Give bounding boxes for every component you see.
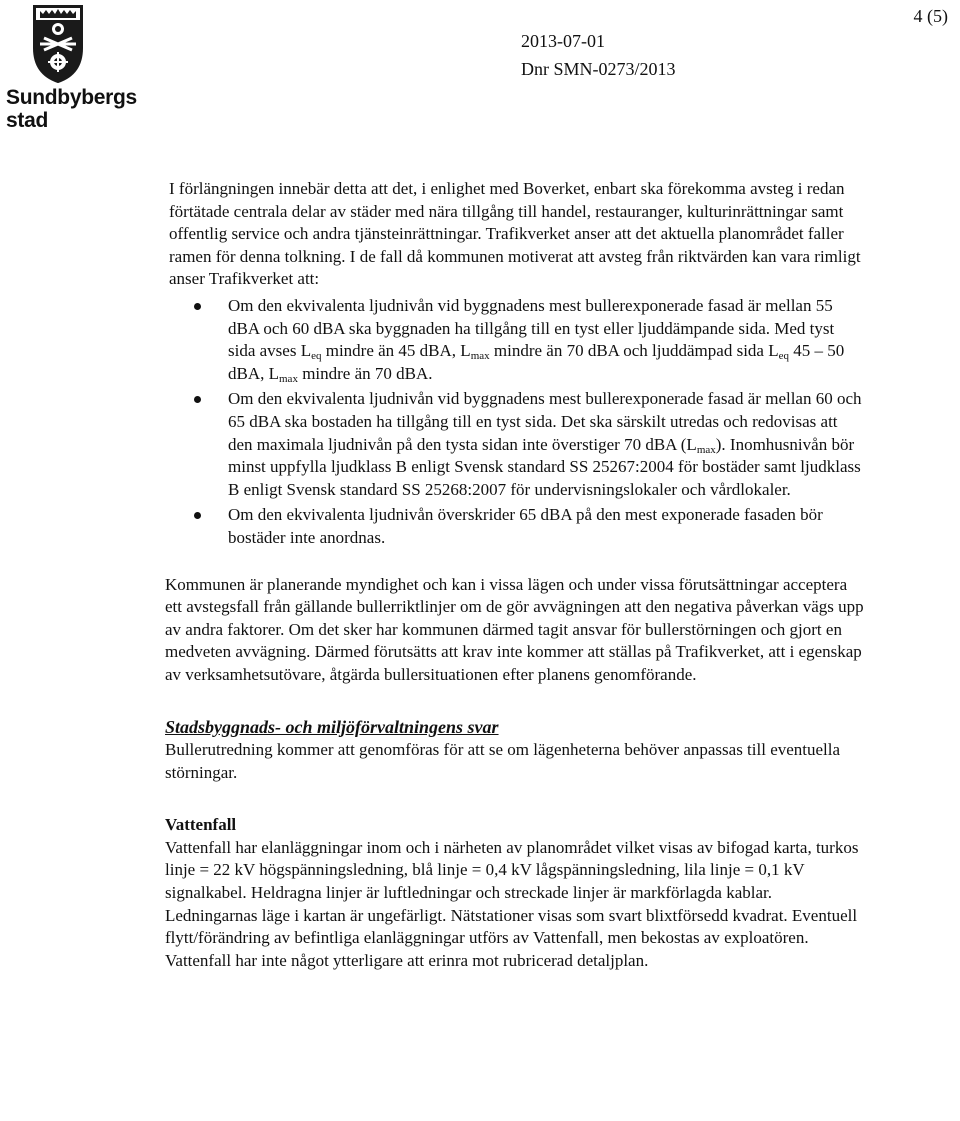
paragraph-kommunen: Kommunen är planerande myndighet och kan i vissa lägen och under vissa förutsättningar acceptera ett avstegsfall från gällande bullerriktlinjer om de gör avvägningen att den negativa påverkan vägs upp av andra faktorer. Om det sker har kommunen därmed tagit ansvar för bullerstörningen och gjort en medveten avvägning. Därmed förutsätts att krav inte kommer att ställas på Trafikverket, att i egenskap av verksamhetsutövare, åtgärda bullersituationen efter planens genomförande. [165,574,864,684]
paragraph-trafikverket-intro: I förlängningen innebär detta att det, i enlighet med Boverket, enbart ska förekomma avsteg i redan förtätade centrala delar av städer med nära tillgång till handel, restauranger, kulturinrättningar samt offentlig service och andra tjänsteinrättningar. Trafikverket anser att det aktuella planområdet faller ramen för denna tolkning. I de fall då kommunen motiverat att avsteg från riktvärden kan vara rimligt anser Trafikverket att: [169,179,861,289]
bullet-icon [194,512,201,519]
bullet-icon [194,303,201,310]
municipality-name [6,86,137,132]
document-date: 2013-07-01 [521,31,605,51]
section-heading-svar: Stadsbyggnads- och miljöförvaltningens svar [165,717,499,738]
paragraph-svar: Bullerutredning kommer att genomföras för att se om lägenheterna behöver anpassas till eventuella störningar. [165,740,841,782]
bullet-list [165,295,865,550]
document-reference: Dnr SMN-0273/2013 [521,59,676,79]
coat-of-arms-icon [30,2,86,84]
page-number: 4 (5) [913,6,948,26]
municipality-name-line1: Sundbybergs [6,86,137,109]
list-item: Om den ekvivalenta ljudnivån vid byggnadens mest bullerexponerade fasad är mellan 60 och 65 dBA ska bostaden ha tillgång till en tyst sida. Det ska särskilt utredas och redovisas att den maximala ljudnivån på den tysta sidan inte överstiger 70 dBA $(L_{max})$. Inomhusnivån bör minst uppfylla ljudklass B enligt Svensk standard SS 25267:2004 för bostäder samt ljudklass B enligt Svensk standard SS 25268:2007 för undervisningslokaler och vårdlokaler. [165,388,865,501]
municipality-name-line2: stad [6,109,48,132]
list-item: Om den ekvivalenta ljudnivån vid byggnadens mest bullerexponerade fasad är mellan 55 dBA och 60 dBA ska byggnaden ha tillgång till en tyst eller ljuddämpande sida. Med tyst sida avses $L_{eq}$ mindre än 45 dBA, $L_{max}$ mindre än 70 dBA och ljuddämpad sida $L_{eq}$ 45 – 50 dBA, $L_{max}$ mindre än 70 dBA. [165,295,865,385]
bullet-icon [194,396,201,403]
list-item: Om den ekvivalenta ljudnivån överskrider 65 dBA på den mest exponerade fasaden bör bostäder inte anordnas. [165,504,865,549]
document-body [165,178,865,972]
section-heading-vattenfall: Vattenfall [165,815,237,835]
paragraph-vattenfall: Vattenfall har elanläggningar inom och i närheten av planområdet vilket visas av bifogad karta, turkos linje = 22 kV högspänningsledning, blå linje = 0,4 kV lågspänningsledning, lila linje = 0,1 kV signalkabel. Heldragna linjer är luftledningar och streckade linjer är markförlagda kablar. Ledningarnas läge i kartan är ungefärligt. Nätstationer visas som svart blixtförsedd kvadrat. Eventuell flytt/förändring av befintliga elanläggningar utförs av Vattenfall, men bekostas av exploatören. Vattenfall har inte något ytterligare att erinra mot rubricerad detaljplan. [165,837,859,970]
municipality-logo [0,0,137,140]
